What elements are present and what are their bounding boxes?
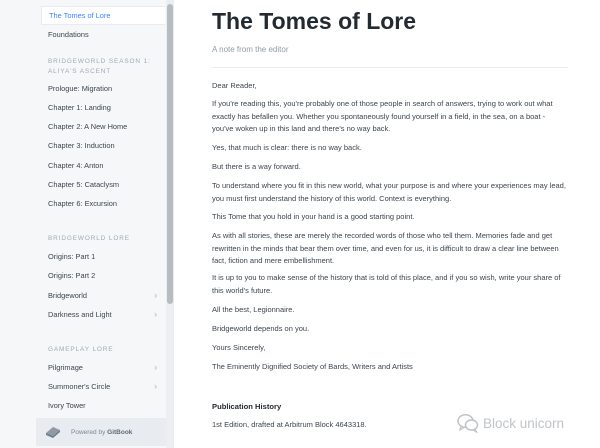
watermark-text: Block unicorn <box>483 415 565 431</box>
publication-history-heading: Publication History <box>212 402 282 411</box>
chevron-right-icon[interactable]: › <box>154 310 157 319</box>
paragraph-tome: This Tome that you hold in your hand is a good starting point. <box>212 212 415 221</box>
sidebar-item-chapter-6[interactable]: Chapter 6: Excursion <box>48 199 118 208</box>
section-title-season1: BRIDGEWORLD SEASON 1: ALIYA'S ASCENT <box>48 58 151 75</box>
sidebar-item-label: Bridgeworld <box>48 291 88 300</box>
sidebar-item-chapter-1[interactable]: Chapter 1: Landing <box>48 103 111 112</box>
section-title-gameplay-lore: GAMEPLAY LORE <box>48 346 114 353</box>
powered-by-gitbook-link[interactable] <box>36 418 166 446</box>
page-subtitle: A note from the editor <box>212 45 289 54</box>
paragraph-way-forward: But there is a way forward. <box>212 162 301 171</box>
divider <box>212 67 568 68</box>
gitbook-icon <box>44 425 62 439</box>
sidebar-item-bridgeworld[interactable] <box>41 286 165 305</box>
paragraph-society: The Eminently Dignified Society of Bards, Writers and Artists <box>212 362 413 371</box>
chevron-right-icon[interactable]: › <box>154 291 157 300</box>
sidebar-item-foundations[interactable]: Foundations <box>48 30 89 39</box>
sidebar-item-origins-2[interactable]: Origins: Part 2 <box>48 271 96 280</box>
sidebar-item-label: Pilgrimage <box>48 363 83 372</box>
paragraph-all-the-best: All the best, Legionnaire. <box>212 305 295 314</box>
sidebar-item-label: Summoner's Circle <box>48 382 111 391</box>
powered-by-text: Powered by GitBook <box>71 428 133 436</box>
paragraph-greeting: Dear Reader, <box>212 81 257 90</box>
publication-history-line: 1st Edition, drafted at Arbitrum Block 4643318. <box>212 420 367 429</box>
sidebar-item-label: Darkness and Light <box>48 310 112 319</box>
scrollbar-thumb[interactable] <box>167 4 173 304</box>
sidebar-item-origins-1[interactable]: Origins: Part 1 <box>48 252 96 261</box>
sidebar <box>0 0 174 448</box>
sidebar-nav <box>0 0 166 448</box>
section-title-bridgeworld-lore: BRIDGEWORLD LORE <box>48 235 130 242</box>
sidebar-item-chapter-3[interactable]: Chapter 3: Induction <box>48 141 115 150</box>
sidebar-item-pilgrimage[interactable] <box>41 358 165 377</box>
paragraph-sincerely: Yours Sincerely, <box>212 343 266 352</box>
sidebar-item-darkness-and-light[interactable] <box>41 305 165 324</box>
sidebar-item-prologue[interactable]: Prologue: Migration <box>48 84 113 93</box>
paragraph-intro: If you're reading this, you're probably one of those people in search of answers, trying to work out what exactly has befallen you. Whether you spontaneously found yourself in a field, in the sea, on a boat - you've woken up in this land and there's no way back. <box>212 99 553 133</box>
sidebar-item-summoners-circle[interactable] <box>41 377 165 396</box>
sidebar-item-chapter-2[interactable]: Chapter 2: A New Home <box>48 122 128 131</box>
sidebar-item-ivory-tower[interactable]: Ivory Tower <box>48 401 86 410</box>
paragraph-understand: To understand where you fit in this new world, what your purpose is and where your experiences may lead, you must first understand the history of this world. Context is everything. <box>212 181 566 203</box>
chevron-right-icon[interactable]: › <box>154 363 157 372</box>
paragraph-depends: Bridgeworld depends on you. <box>212 324 310 333</box>
sidebar-scrollbar[interactable] <box>166 0 174 448</box>
sidebar-item-chapter-5[interactable]: Chapter 5: Cataclysm <box>48 180 120 189</box>
paragraph-history: It is up to you to make sense of the history that is told of this place, and if you so wish, write your share of this world's future. <box>212 273 561 295</box>
page-title: The Tomes of Lore <box>212 8 417 34</box>
paragraph-stories: As with all stories, these are merely the recorded words of those who tell them. Memories fade and get rewritten in the minds that bear them over time, and even for us, it is difficult to draw a clear line between fact, fiction and mere embellishment. <box>212 231 559 265</box>
wechat-icon <box>457 413 479 433</box>
sidebar-item-chapter-4[interactable]: Chapter 4: Anton <box>48 161 104 170</box>
watermark <box>457 413 564 433</box>
chevron-right-icon[interactable]: › <box>154 382 157 391</box>
paragraph-no-way-back: Yes, that much is clear: there is no way back. <box>212 143 362 152</box>
sidebar-item-tomes-of-lore[interactable]: The Tomes of Lore <box>41 6 165 25</box>
